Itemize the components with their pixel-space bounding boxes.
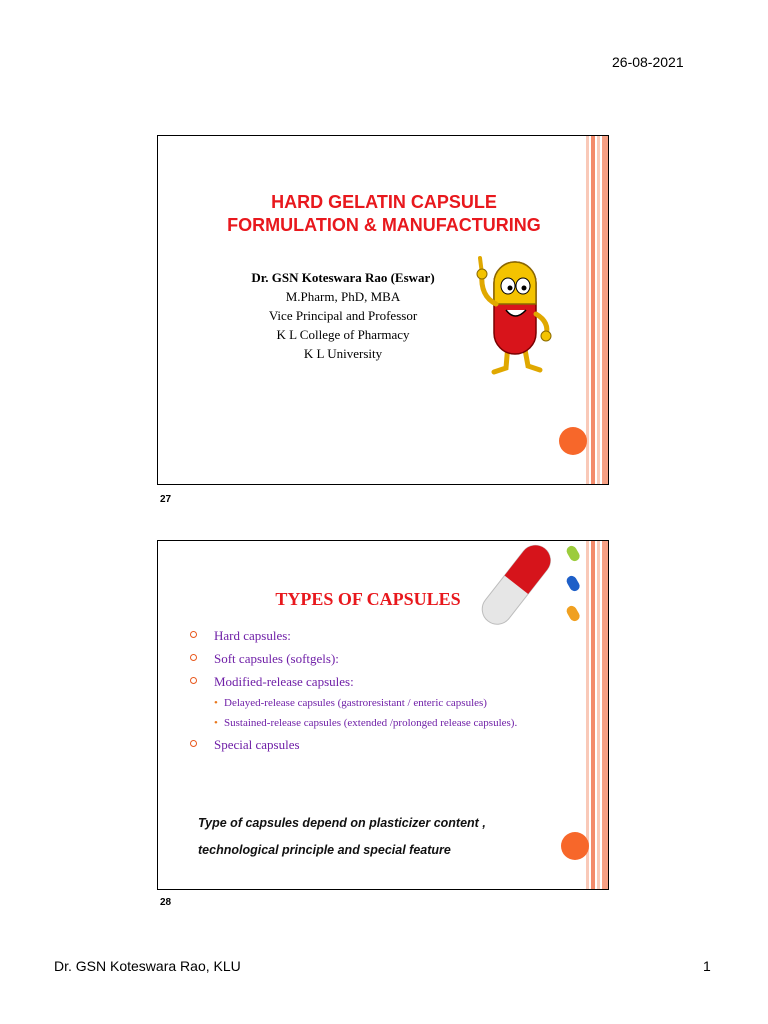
decor-circle bbox=[561, 832, 589, 860]
author-college: K L College of Pharmacy bbox=[276, 327, 410, 342]
slide-decor-stripes bbox=[586, 541, 608, 889]
decor-circle bbox=[559, 427, 587, 455]
author-block bbox=[188, 268, 498, 363]
list-item-text: Special capsules bbox=[214, 737, 300, 752]
capsule-mascot-pointing-icon bbox=[466, 244, 566, 379]
slide-number: 28 bbox=[160, 897, 172, 908]
sub-bullet-icon: • bbox=[214, 697, 218, 709]
bullet-icon bbox=[186, 736, 200, 750]
page-date: 26-08-2021 bbox=[612, 54, 684, 70]
slide-decor-stripes bbox=[586, 136, 608, 484]
list-item-text: Modified-release capsules: bbox=[214, 674, 354, 689]
sub-list-item bbox=[214, 716, 556, 730]
slide-number: 27 bbox=[160, 494, 172, 505]
author-position: Vice Principal and Professor bbox=[268, 308, 418, 323]
slide-27 bbox=[157, 135, 609, 485]
sub-list-item bbox=[214, 696, 556, 710]
sub-bullet-icon: • bbox=[214, 717, 218, 729]
list-item-text: Hard capsules: bbox=[214, 628, 291, 643]
footer-page-number: 1 bbox=[703, 958, 711, 974]
capsule-types-list bbox=[186, 627, 556, 759]
list-item bbox=[186, 627, 556, 644]
author-degrees: M.Pharm, PhD, MBA bbox=[285, 289, 401, 304]
slide-title bbox=[158, 191, 609, 237]
note-line-2: technological principle and special feature bbox=[198, 843, 451, 857]
list-item bbox=[186, 736, 556, 753]
sub-list-item-text: Delayed-release capsules (gastroresistant / enteric capsules) bbox=[224, 697, 487, 709]
bullet-icon bbox=[186, 673, 200, 687]
bullet-icon bbox=[186, 650, 200, 664]
sub-list-item-text: Sustained-release capsules (extended /prolonged release capsules). bbox=[224, 717, 518, 729]
list-item-text: Soft capsules (softgels): bbox=[214, 651, 339, 666]
footer-author: Dr. GSN Koteswara Rao, KLU bbox=[54, 958, 241, 974]
list-item bbox=[186, 673, 556, 690]
title-line-2: FORMULATION & MANUFACTURING bbox=[227, 215, 541, 235]
author-university: K L University bbox=[303, 346, 383, 361]
note-line-1: Type of capsules depend on plasticizer content , bbox=[198, 816, 486, 830]
slide-28 bbox=[157, 540, 609, 890]
bullet-icon bbox=[186, 627, 200, 641]
title-line-1: HARD GELATIN CAPSULE bbox=[271, 192, 497, 212]
slide-title: TYPES OF CAPSULES bbox=[275, 589, 461, 609]
list-item bbox=[186, 650, 556, 667]
author-name: Dr. GSN Koteswara Rao (Eswar) bbox=[251, 270, 435, 285]
